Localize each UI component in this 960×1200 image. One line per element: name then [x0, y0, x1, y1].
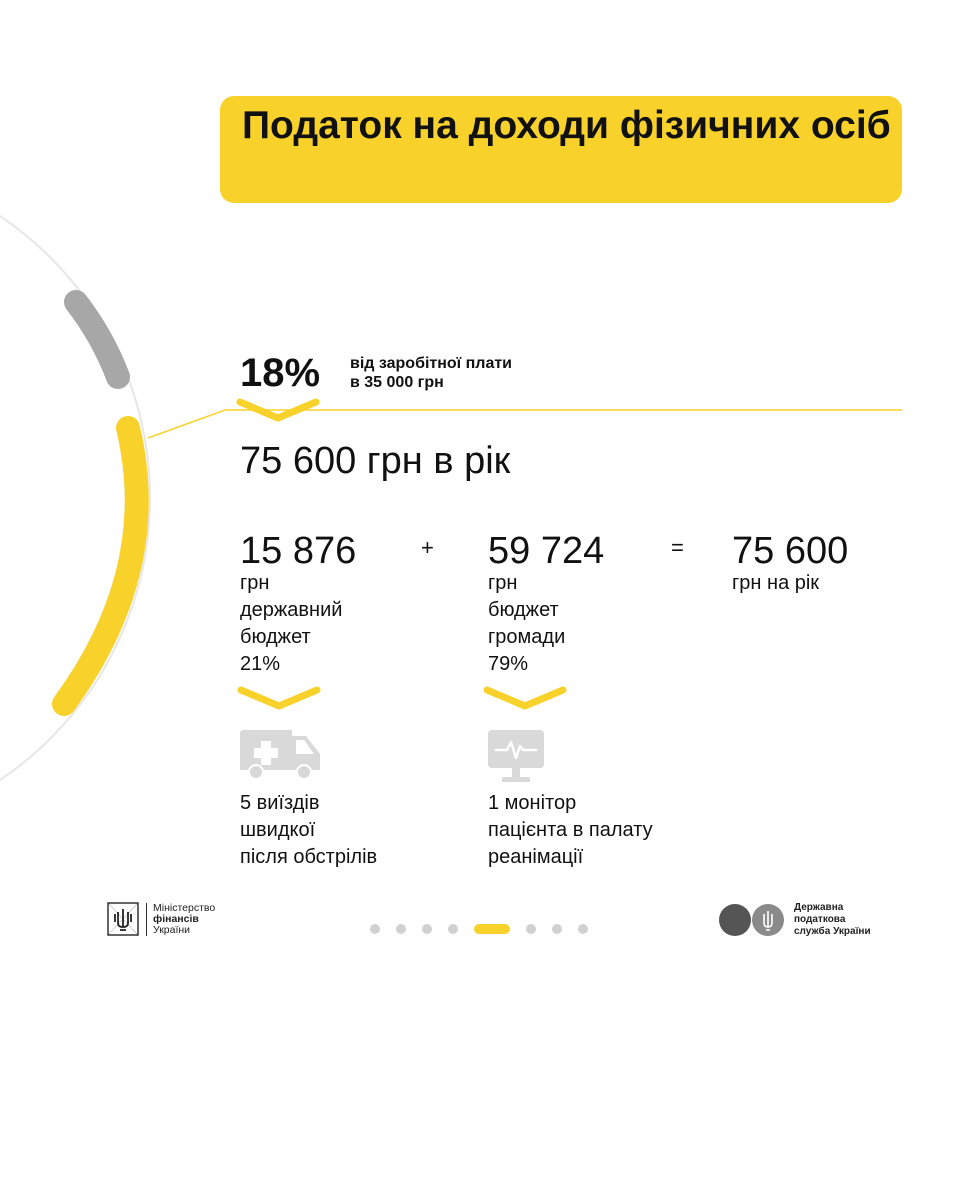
tax-rate-note — [350, 354, 512, 392]
title-banner — [220, 96, 902, 203]
tax-rate-percent: 18% — [240, 351, 321, 395]
tax-service-emblem-icon — [718, 903, 786, 937]
state-budget-line: грн — [240, 572, 270, 594]
pagination — [370, 924, 588, 934]
pagination-dot[interactable] — [526, 924, 536, 934]
state-budget-share: 21% — [240, 653, 281, 675]
pagination-dot[interactable] — [448, 924, 458, 934]
community-budget-line: грн — [488, 572, 518, 594]
tax-service-name-line: служба України — [794, 926, 871, 937]
ministry-name-line: Міністерство — [153, 901, 216, 914]
annual-total: 75 600 грн в рік — [240, 440, 511, 482]
equals-sign: = — [671, 535, 684, 560]
tax-service-name-line: Державна — [794, 902, 844, 913]
tax-rate-note-line1: від заробітної плати — [350, 355, 513, 372]
example-monitor-line: пацієнта в палату — [488, 819, 653, 841]
ministry-of-finance-logo — [107, 902, 215, 936]
page-title: Податок на доходи фізичних осіб — [242, 104, 891, 147]
example-ambulance-text — [240, 790, 377, 871]
pagination-dot[interactable] — [422, 924, 432, 934]
chevron-community — [487, 690, 563, 706]
state-budget-amount: 15 876 — [240, 530, 357, 572]
tax-service-name — [794, 902, 871, 938]
example-monitor-text — [488, 790, 653, 871]
total-amount: 75 600 — [732, 530, 849, 572]
patient-monitor-icon — [488, 730, 544, 784]
pagination-dot[interactable] — [370, 924, 380, 934]
ambulance-icon — [240, 730, 320, 782]
state-budget-line: державний — [240, 599, 343, 621]
yellow-arc-segment — [64, 428, 137, 704]
community-budget-line: громади — [488, 626, 566, 648]
community-budget-share: 79% — [488, 653, 529, 675]
chevron-state — [241, 690, 317, 706]
ministry-name-line: фінансів — [153, 912, 199, 925]
state-budget-description — [240, 570, 342, 678]
example-ambulance-line: 5 виїздів — [240, 792, 320, 814]
community-budget-line: бюджет — [488, 599, 559, 621]
pagination-dot[interactable] — [578, 924, 588, 934]
state-tax-service-logo — [718, 902, 871, 938]
example-ambulance-line: після обстрілів — [240, 846, 378, 868]
gray-arc-segment — [76, 302, 118, 377]
pagination-dot[interactable] — [396, 924, 406, 934]
example-monitor-line: 1 монітор — [488, 792, 577, 814]
trident-emblem-icon — [107, 902, 139, 936]
community-budget-amount: 59 724 — [488, 530, 605, 572]
community-budget-description — [488, 570, 565, 678]
ministry-name — [146, 903, 215, 936]
pagination-dot[interactable] — [552, 924, 562, 934]
tax-rate-note-line2: в 35 000 грн — [350, 374, 444, 391]
tax-service-name-line: податкова — [794, 914, 846, 925]
example-monitor-line: реанімації — [488, 846, 584, 868]
example-ambulance-line: швидкої — [240, 819, 316, 841]
pagination-dot-active[interactable] — [474, 924, 510, 934]
ministry-name-line: України — [153, 923, 191, 936]
total-unit: грн на рік — [732, 572, 820, 594]
state-budget-line: бюджет — [240, 626, 311, 648]
plus-sign: + — [421, 535, 434, 560]
